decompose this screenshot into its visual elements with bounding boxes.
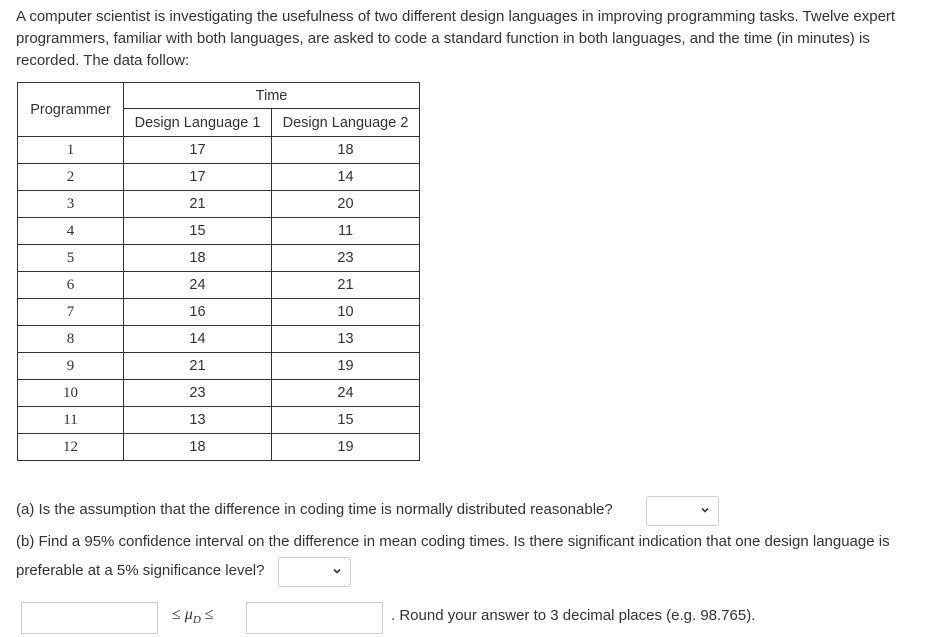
programmer-cell: 7: [18, 299, 124, 326]
lang1-time-cell: 13: [124, 407, 272, 434]
programmer-cell: 2: [18, 164, 124, 191]
answer-a-select[interactable]: [646, 496, 719, 526]
lang2-time-cell: 21: [272, 272, 420, 299]
lang1-time-cell: 16: [124, 299, 272, 326]
table-row: [18, 218, 420, 245]
question-b-line-2: preferable at a 5% significance level?: [16, 562, 265, 579]
lang2-time-cell: 13: [272, 326, 420, 353]
programmer-cell: 8: [18, 326, 124, 353]
header-programmer: Programmer: [18, 83, 124, 137]
rounding-instruction: . Round your answer to 3 decimal places (e.g. 98.765).: [391, 607, 756, 624]
programmer-cell: 5: [18, 245, 124, 272]
lang2-time-cell: 11: [272, 218, 420, 245]
lang2-time-cell: 10: [272, 299, 420, 326]
problem-intro: A computer scientist is investigating the usefulness of two different design languages in improving programming tasks. Twelve expert programmers, familiar with both languages, are asked to code a standard function in both languages, and the time (in minutes) is recorded. The data follow:: [16, 8, 896, 69]
chevron-down-icon: [700, 505, 710, 515]
programmer-cell: 11: [18, 407, 124, 434]
lang1-time-cell: 17: [124, 137, 272, 164]
lang2-time-cell: 15: [272, 407, 420, 434]
chevron-down-icon: [332, 566, 342, 576]
lang2-time-cell: 23: [272, 245, 420, 272]
question-a: (a) Is the assumption that the difference in coding time is normally distributed reasonable?: [16, 501, 613, 518]
mu-subscript: D: [192, 614, 201, 627]
programmer-cell: 3: [18, 191, 124, 218]
lang2-time-cell: 19: [272, 434, 420, 461]
lang2-time-cell: 19: [272, 353, 420, 380]
data-table: [17, 82, 420, 461]
lang1-time-cell: 23: [124, 380, 272, 407]
lang1-time-cell: 21: [124, 353, 272, 380]
lang1-time-cell: 18: [124, 245, 272, 272]
leq-symbol: ≤: [204, 606, 214, 623]
ci-upper-input[interactable]: [246, 602, 383, 634]
table-row: [18, 380, 420, 407]
lang2-time-cell: 18: [272, 137, 420, 164]
header-time: Time: [124, 83, 420, 109]
table-row: [18, 245, 420, 272]
lang2-time-cell: 24: [272, 380, 420, 407]
table-row: [18, 299, 420, 326]
ci-inequality: [172, 606, 214, 626]
table-row: [18, 164, 420, 191]
lang1-time-cell: 21: [124, 191, 272, 218]
question-b-line-1: (b) Find a 95% confidence interval on the difference in mean coding times. Is there significant indication that one design language is: [16, 533, 890, 550]
lang1-time-cell: 15: [124, 218, 272, 245]
lang1-time-cell: 18: [124, 434, 272, 461]
lang1-time-cell: 14: [124, 326, 272, 353]
answer-b-select[interactable]: [278, 557, 351, 587]
table-row: [18, 272, 420, 299]
lang2-time-cell: 20: [272, 191, 420, 218]
lang2-time-cell: 14: [272, 164, 420, 191]
leq-symbol: ≤: [172, 606, 181, 623]
programmer-cell: 1: [18, 137, 124, 164]
header-design-language-1: Design Language 1: [124, 109, 272, 137]
lang1-time-cell: 17: [124, 164, 272, 191]
header-design-language-2: Design Language 2: [272, 109, 420, 137]
mu-symbol: μ: [184, 606, 193, 623]
lang1-time-cell: 24: [124, 272, 272, 299]
table-row: [18, 137, 420, 164]
programmer-cell: 10: [18, 380, 124, 407]
table-row: [18, 191, 420, 218]
table-row: [18, 434, 420, 461]
programmer-cell: 9: [18, 353, 124, 380]
table-row: [18, 353, 420, 380]
programmer-cell: 6: [18, 272, 124, 299]
table-row: [18, 326, 420, 353]
ci-lower-input[interactable]: [21, 602, 158, 634]
programmer-cell: 4: [18, 218, 124, 245]
programmer-cell: 12: [18, 434, 124, 461]
table-row: [18, 407, 420, 434]
